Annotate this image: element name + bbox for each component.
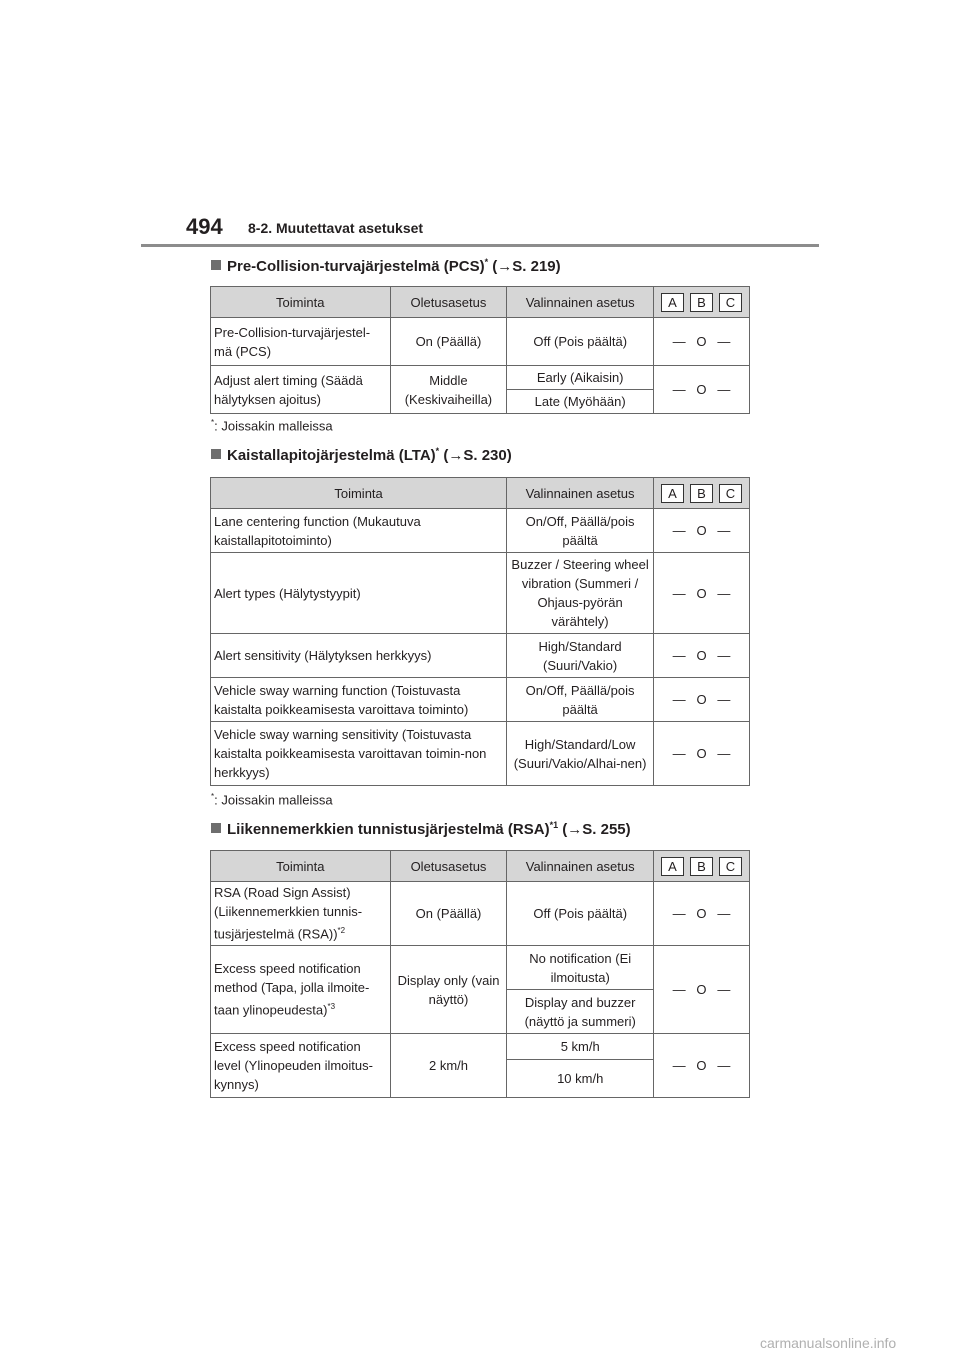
col-header-function: Toiminta	[211, 287, 391, 318]
col-header-default: Oletusasetus	[390, 851, 507, 882]
col-header-options: Valinnainen asetus	[507, 851, 654, 882]
cell-function: Pre-Collision-turvajärjestel-mä (PCS)	[211, 318, 391, 366]
cell-abc: — O —	[654, 509, 750, 553]
table-rsa	[210, 850, 750, 1098]
cell-abc: — O —	[653, 1034, 749, 1098]
cell-option: Late (Myöhään)	[507, 390, 654, 414]
cell-function: Alert types (Hälytystyypit)	[211, 553, 507, 634]
col-header-options: Valinnainen asetus	[507, 287, 654, 318]
col-header-abc: A B C	[653, 287, 749, 318]
table-lta	[210, 477, 750, 786]
table-row	[211, 946, 750, 990]
cell-option: Off (Pois päältä)	[507, 882, 654, 946]
header-rule	[141, 244, 819, 247]
table-header-row	[211, 851, 750, 882]
table-row	[211, 318, 750, 366]
cell-default: Display only (vain näyttö)	[390, 946, 507, 1034]
cell-option: 10 km/h	[507, 1060, 654, 1098]
cell-abc: — O —	[654, 634, 750, 678]
cell-option: On/Off, Päällä/pois päältä	[507, 678, 654, 722]
cell-abc: — O —	[654, 553, 750, 634]
cell-option: High/Standard (Suuri/Vakio)	[507, 634, 654, 678]
col-header-function: Toiminta	[211, 478, 507, 509]
table-row	[211, 722, 750, 786]
table-header-row	[211, 287, 750, 318]
cell-default: 2 km/h	[390, 1034, 507, 1098]
cell-default: On (Päällä)	[390, 882, 507, 946]
col-header-default: Oletusasetus	[390, 287, 507, 318]
table-header-row	[211, 478, 750, 509]
section-title-rsa: Liikennemerkkien tunnistusjärjestelmä (RSA)$^{*1}$ (→S. 255)	[211, 820, 631, 838]
table-row	[211, 1034, 750, 1060]
footnote-pcs: *: Joissakin malleissa	[211, 418, 333, 434]
cell-abc: — O —	[654, 722, 750, 786]
section-title-pcs: Pre-Collision-turvajärjestelmä (PCS)* (→S. 219)	[211, 257, 561, 275]
chapter-title: 8-2. Muutettavat asetukset	[248, 220, 424, 236]
cell-option: No notification (Ei ilmoitusta)	[507, 946, 654, 990]
cell-option: Buzzer / Steering wheel vibration (Summeri / Ohjaus-pyörän värähtely)	[507, 553, 654, 634]
cell-function: Excess speed notification level (Ylinopeuden ilmoitus-kynnys)	[211, 1034, 391, 1098]
col-header-abc: A B C	[653, 851, 749, 882]
col-header-function: Toiminta	[211, 851, 391, 882]
cell-function: Excess speed notification method (Tapa, jolla ilmoite-taan ylinopeudesta)$^{*3}$	[211, 946, 391, 1034]
cell-function: Vehicle sway warning sensitivity (Toistuvasta kaistalta poikkeamisesta varoittavan toimin-non herkkyys)	[211, 722, 507, 786]
cell-function: Alert sensitivity (Hälytyksen herkkyys)	[211, 634, 507, 678]
footnote-lta: *: Joissakin malleissa	[211, 792, 333, 808]
cell-option: On/Off, Päällä/pois päältä	[507, 509, 654, 553]
cell-function: Vehicle sway warning function (Toistuvasta kaistalta poikkeamisesta varoittava toiminto)	[211, 678, 507, 722]
col-header-abc: A B C	[654, 478, 750, 509]
cell-option: High/Standard/Low (Suuri/Vakio/Alhai-nen)	[507, 722, 654, 786]
cell-option: Off (Pois päältä)	[507, 318, 654, 366]
bullet-square-icon	[211, 449, 221, 459]
cell-option: Display and buzzer (näyttö ja summeri)	[507, 990, 654, 1034]
col-header-options: Valinnainen asetus	[507, 478, 654, 509]
table-row	[211, 366, 750, 390]
table-row	[211, 553, 750, 634]
table-row	[211, 509, 750, 553]
cell-abc: — O —	[653, 318, 749, 366]
cell-function: Lane centering function (Mukautuva kaistallapitotoiminto)	[211, 509, 507, 553]
cell-default: Middle (Keskivaiheilla)	[390, 366, 507, 414]
page-header	[0, 0, 960, 250]
watermark: carmanualsonline.info	[760, 1335, 897, 1351]
cell-option: 5 km/h	[507, 1034, 654, 1060]
cell-abc: — O —	[654, 678, 750, 722]
bullet-square-icon	[211, 260, 221, 270]
table-pcs	[210, 286, 750, 414]
table-row	[211, 882, 750, 946]
cell-abc: — O —	[653, 882, 749, 946]
cell-function: Adjust alert timing (Säädä hälytyksen ajoitus)	[211, 366, 391, 414]
cell-abc: — O —	[653, 366, 749, 414]
table-row	[211, 678, 750, 722]
table-row	[211, 634, 750, 678]
cell-abc: — O —	[653, 946, 749, 1034]
section-title-lta: Kaistallapitojärjestelmä (LTA)* (→S. 230)	[211, 446, 512, 464]
cell-function: RSA (Road Sign Assist) (Liikennemerkkien tunnis-tusjärjestelmä (RSA))$^{*2}$	[211, 882, 391, 946]
cell-option: Early (Aikaisin)	[507, 366, 654, 390]
cell-default: On (Päällä)	[390, 318, 507, 366]
bullet-square-icon	[211, 823, 221, 833]
page-number: 494	[186, 214, 223, 239]
